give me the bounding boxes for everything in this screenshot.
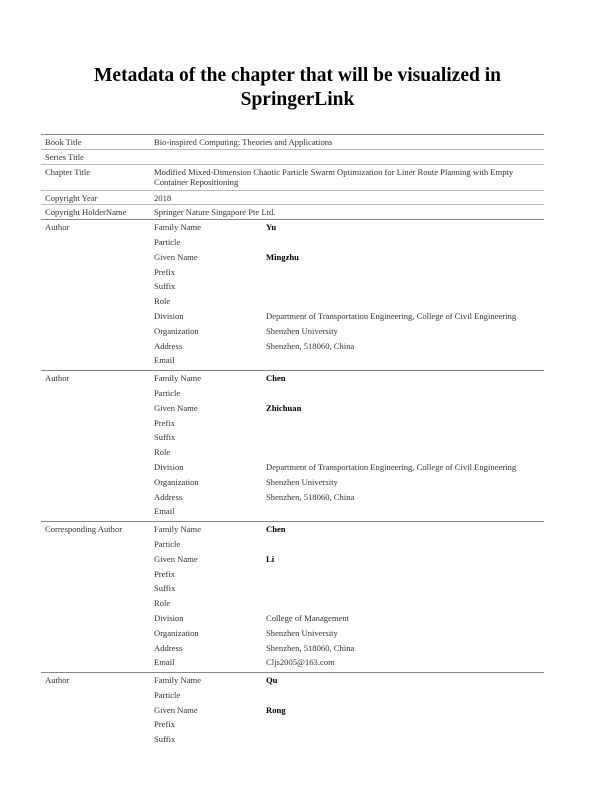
email-value: [266, 355, 544, 370]
organization-field: [154, 477, 544, 492]
email-label: Email: [154, 657, 175, 668]
address-label: Address: [154, 491, 183, 502]
author-block: [41, 219, 544, 370]
given-name-value: Zhichuan: [266, 402, 302, 413]
email-label: Email: [154, 355, 175, 366]
prefix-value: [266, 719, 544, 734]
role-label: Role: [154, 447, 171, 458]
copyright-year-label: Copyright Year: [45, 192, 98, 203]
series-title-label: Series Title: [45, 151, 84, 162]
particle-label: Particle: [154, 538, 181, 549]
family-name-value: Qu: [266, 675, 278, 686]
family-name-field: [154, 222, 544, 237]
given-name-value: Li: [266, 553, 275, 564]
book-title-row: [41, 134, 544, 149]
title-line-2: SpringerLink: [240, 89, 355, 110]
division-field: [154, 311, 544, 326]
author-fields: [154, 675, 544, 749]
given-name-label: Given Name: [154, 553, 198, 564]
email-field: [154, 506, 544, 521]
organization-value: Shenzhen University: [266, 325, 338, 336]
book-title-label: Book Title: [45, 137, 82, 147]
division-label: Division: [154, 310, 184, 321]
particle-value: [266, 539, 544, 554]
email-label: Email: [154, 506, 175, 517]
prefix-field: [154, 719, 544, 734]
address-value: Shenzhen, 518060, China: [266, 340, 355, 351]
role-field: [154, 296, 544, 311]
family-name-label: Family Name: [154, 373, 202, 384]
organization-value: Shenzhen University: [266, 627, 338, 638]
title-line-1: Metadata of the chapter that will be visualized in: [94, 65, 501, 86]
copyright-holder-label: Copyright HolderName: [45, 207, 127, 218]
prefix-value: [266, 267, 544, 282]
metadata-table: [41, 134, 544, 749]
suffix-label: Suffix: [154, 583, 176, 594]
organization-value: Shenzhen University: [266, 476, 338, 487]
author-fields: [154, 222, 544, 370]
suffix-field: [154, 432, 544, 447]
particle-label: Particle: [154, 387, 181, 398]
prefix-label: Prefix: [154, 266, 176, 277]
email-field: [154, 355, 544, 370]
given-name-value: Rong: [266, 704, 286, 715]
book-title-value: Bio-inspired Computing: Theories and Applications: [154, 137, 333, 147]
given-name-field: [154, 252, 544, 267]
suffix-label: Suffix: [154, 734, 176, 745]
suffix-label: Suffix: [154, 281, 176, 292]
author-block: [41, 521, 544, 672]
prefix-value: [266, 569, 544, 584]
suffix-field: [154, 734, 544, 749]
chapter-title-row: [41, 164, 544, 190]
chapter-title-value: Modified Mixed-Dimension Chaotic Particle Swarm Optimization for Liner Route Planning with Empty Container Repositioning: [154, 166, 514, 187]
division-value: College of Management: [266, 612, 350, 623]
organization-field: [154, 628, 544, 643]
role-label: Role: [154, 598, 171, 609]
prefix-field: [154, 267, 544, 282]
email-value: [266, 506, 544, 521]
family-name-label: Family Name: [154, 524, 202, 535]
organization-label: Organization: [154, 476, 199, 487]
particle-value: [266, 690, 544, 705]
suffix-field: [154, 583, 544, 598]
email-value: Cljs2005@163.com: [266, 657, 335, 668]
author-role: Corresponding Author: [45, 524, 123, 535]
particle-value: [266, 237, 544, 252]
page-title: [0, 64, 595, 112]
division-field: [154, 613, 544, 628]
role-field: [154, 598, 544, 613]
organization-label: Organization: [154, 627, 199, 638]
given-name-field: [154, 403, 544, 418]
suffix-label: Suffix: [154, 432, 176, 443]
address-value: Shenzhen, 518060, China: [266, 491, 355, 502]
suffix-value: [266, 734, 544, 749]
given-name-value: Mingzhu: [266, 251, 299, 262]
prefix-label: Prefix: [154, 719, 176, 730]
particle-field: [154, 237, 544, 252]
particle-field: [154, 539, 544, 554]
copyright-holder-row: [41, 204, 544, 219]
address-label: Address: [154, 642, 183, 653]
given-name-label: Given Name: [154, 704, 198, 715]
family-name-value: Chen: [266, 524, 286, 535]
suffix-value: [266, 432, 544, 447]
particle-value: [266, 388, 544, 403]
division-label: Division: [154, 461, 184, 472]
prefix-label: Prefix: [154, 568, 176, 579]
particle-field: [154, 388, 544, 403]
suffix-value: [266, 583, 544, 598]
division-value: Department of Transportation Engineering, College of Civil Engineering: [266, 310, 517, 321]
family-name-label: Family Name: [154, 675, 202, 686]
family-name-label: Family Name: [154, 222, 202, 233]
organization-field: [154, 326, 544, 341]
prefix-field: [154, 418, 544, 433]
role-value: [266, 447, 544, 462]
family-name-field: [154, 373, 544, 388]
suffix-field: [154, 281, 544, 296]
role-value: [266, 598, 544, 613]
address-field: [154, 341, 544, 356]
author-block: [41, 370, 544, 521]
role-label: Role: [154, 296, 171, 307]
role-field: [154, 447, 544, 462]
email-field: [154, 657, 544, 672]
particle-field: [154, 690, 544, 705]
division-field: [154, 462, 544, 477]
author-fields: [154, 524, 544, 672]
suffix-value: [266, 281, 544, 296]
chapter-title-label: Chapter Title: [45, 166, 91, 177]
author-block: [41, 672, 544, 749]
family-name-value: Yu: [266, 222, 277, 233]
division-value: Department of Transportation Engineering, College of Civil Engineering: [266, 461, 517, 472]
author-role: Author: [45, 675, 70, 686]
given-name-label: Given Name: [154, 251, 198, 262]
particle-label: Particle: [154, 236, 181, 247]
address-value: Shenzhen, 518060, China: [266, 642, 355, 653]
family-name-field: [154, 675, 544, 690]
author-fields: [154, 373, 544, 521]
address-field: [154, 643, 544, 658]
copyright-year-row: [41, 190, 544, 205]
prefix-value: [266, 418, 544, 433]
copyright-year-value: 2018: [154, 192, 172, 203]
author-role: Author: [45, 222, 70, 233]
copyright-holder-value: Springer Nature Singapore Pte Ltd.: [154, 207, 276, 218]
particle-label: Particle: [154, 689, 181, 700]
address-field: [154, 492, 544, 507]
given-name-field: [154, 705, 544, 720]
organization-label: Organization: [154, 325, 199, 336]
prefix-label: Prefix: [154, 417, 176, 428]
division-label: Division: [154, 612, 184, 623]
role-value: [266, 296, 544, 311]
family-name-field: [154, 524, 544, 539]
family-name-value: Chen: [266, 373, 286, 384]
given-name-field: [154, 554, 544, 569]
address-label: Address: [154, 340, 183, 351]
given-name-label: Given Name: [154, 402, 198, 413]
series-title-row: [41, 149, 544, 164]
prefix-field: [154, 569, 544, 584]
author-role: Author: [45, 373, 70, 384]
